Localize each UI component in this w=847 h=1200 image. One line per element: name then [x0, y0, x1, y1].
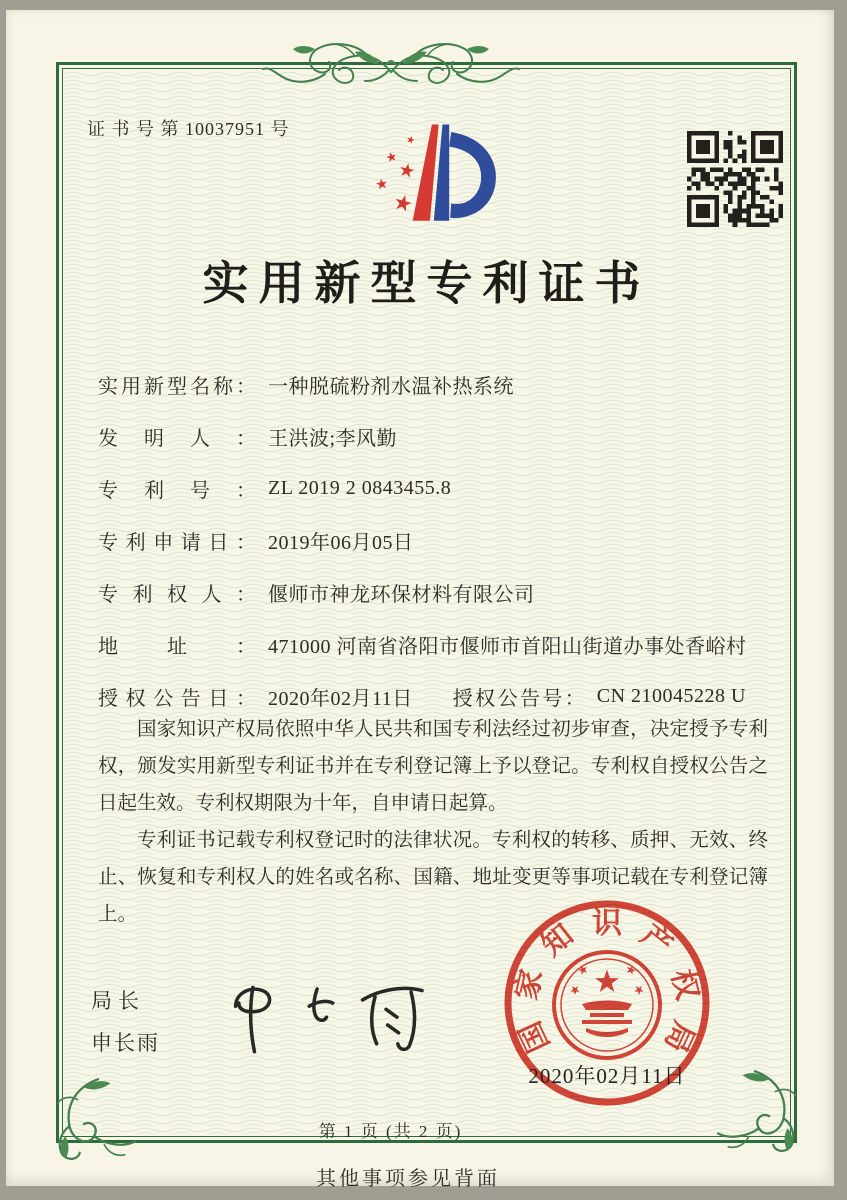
svg-text:知: 知 — [535, 918, 580, 963]
seal-date: 2020年02月11日 — [528, 1064, 686, 1088]
field-label: 实用新型名称： — [98, 375, 256, 398]
field-value: 2019年06月05日 — [268, 531, 414, 554]
national-emblem-icon — [554, 952, 660, 1058]
page-indicator: 第 1 页 (共 2 页) — [318, 1122, 463, 1141]
field-row-patentee — [98, 566, 778, 618]
svg-text:权: 权 — [664, 966, 704, 1004]
field-row-utility-model-name — [98, 358, 778, 410]
field-label: 发明人： — [98, 427, 256, 450]
svg-text:国: 国 — [513, 1016, 557, 1058]
certificate-page — [6, 10, 834, 1190]
commissioner-role-label: 局长 — [91, 989, 145, 1013]
decorative-border-frame — [56, 62, 797, 1143]
cnipa-patent-logo-icon — [347, 111, 511, 241]
field-label: 地址： — [98, 635, 256, 658]
field-value: CN 210045228 U — [596, 684, 746, 707]
field-value: 2020年02月11日 — [268, 687, 413, 710]
certificate-number: 证 书 号 第 10037951 号 — [87, 119, 290, 139]
certificate-title: 实用新型专利证书 — [202, 258, 651, 309]
svg-text:局: 局 — [657, 1016, 701, 1058]
field-list — [98, 358, 778, 722]
svg-text:识: 识 — [592, 906, 622, 940]
qr-code-icon — [687, 131, 783, 227]
field-row-filing-date — [98, 514, 778, 566]
grant-number-pair — [453, 682, 746, 711]
field-row-inventors — [98, 410, 778, 462]
border-ornament-top-icon — [261, 36, 521, 100]
field-label: 授权公告日： — [98, 687, 256, 710]
field-row-patent-number — [98, 462, 778, 514]
legal-paragraph-2: 专利证书记载专利权登记时的法律状况。专利权的转移、质押、无效、终止、恢复和专利权人的姓名或名称、国籍、地址变更等事项记载在专利登记簿上。 — [98, 830, 768, 925]
border-ornament-bottom-right-icon — [714, 1065, 806, 1157]
field-value: ZL 2019 2 0843455.8 — [268, 476, 452, 499]
field-label: 授权公告号： — [452, 687, 585, 710]
field-row-address — [98, 618, 778, 670]
field-label: 专利权人： — [98, 583, 256, 606]
field-label: 专利申请日： — [98, 531, 256, 554]
commissioner-name: 申长雨 — [91, 1031, 160, 1055]
svg-text:家: 家 — [510, 966, 550, 1004]
legal-paragraph-1: 国家知识产权局依照中华人民共和国专利法经过初步审查，决定授予专利权，颁发实用新型专利证书并在专利登记簿上予以登记。专利权自授权公告之日起生效。专利权期限为十年，自申请日起算。 — [98, 719, 768, 814]
field-value: 一种脱硫粉剂水温补热系统 — [268, 375, 514, 398]
svg-text:产: 产 — [634, 918, 679, 963]
back-side-note: 其他事项参见背面 — [316, 1168, 500, 1190]
field-value: 471000 河南省洛阳市偃师市首阳山街道办事处香峪村 — [268, 635, 747, 658]
field-label: 专利号： — [98, 479, 256, 502]
field-value: 王洪波;李风勤 — [268, 427, 398, 450]
field-value: 偃师市神龙环保材料有限公司 — [268, 583, 535, 606]
handwritten-signature-icon — [209, 953, 444, 1068]
